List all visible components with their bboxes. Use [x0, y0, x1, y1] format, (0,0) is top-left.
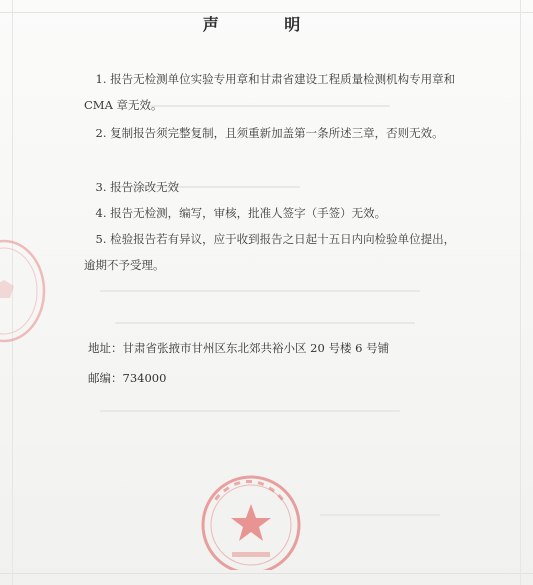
address-line: 地址：甘肃省张掖市甘州区东北郊共裕小区 20 号楼 6 号铺 — [88, 341, 390, 355]
document-title: 声 明 — [202, 15, 331, 34]
bleed-through-mark — [100, 290, 420, 292]
bleed-through-mark — [100, 410, 400, 412]
statement-paragraph-3: 3. 报告涂改无效 — [95, 180, 180, 194]
bleed-through-mark — [320, 514, 440, 516]
partial-red-seal-icon — [0, 236, 54, 346]
red-star-seal-icon — [196, 470, 306, 570]
postcode-line: 邮编：734000 — [88, 371, 167, 385]
statement-paragraph-5: 5. 检验报告若有异议，应于收到报告之日起十五日内向检验单位提出，逾期不予受理。 — [84, 232, 456, 272]
statement-paragraph-4: 4. 报告无检测，编写，审核，批准人签字（手签）无效。 — [95, 206, 387, 220]
statement-paragraph-2: 2. 复制报告须完整复制，且须重新加盖第一条所述三章，否则无效。 — [95, 126, 444, 140]
bleed-through-mark — [115, 322, 415, 324]
statement-paragraph-1: 1. 报告无检测单位实验专用章和甘肃省建设工程质量检测机构专用章和 CMA 章无效。 — [84, 72, 456, 112]
scan-border-bottom — [0, 573, 533, 574]
scan-border-right — [520, 0, 521, 585]
